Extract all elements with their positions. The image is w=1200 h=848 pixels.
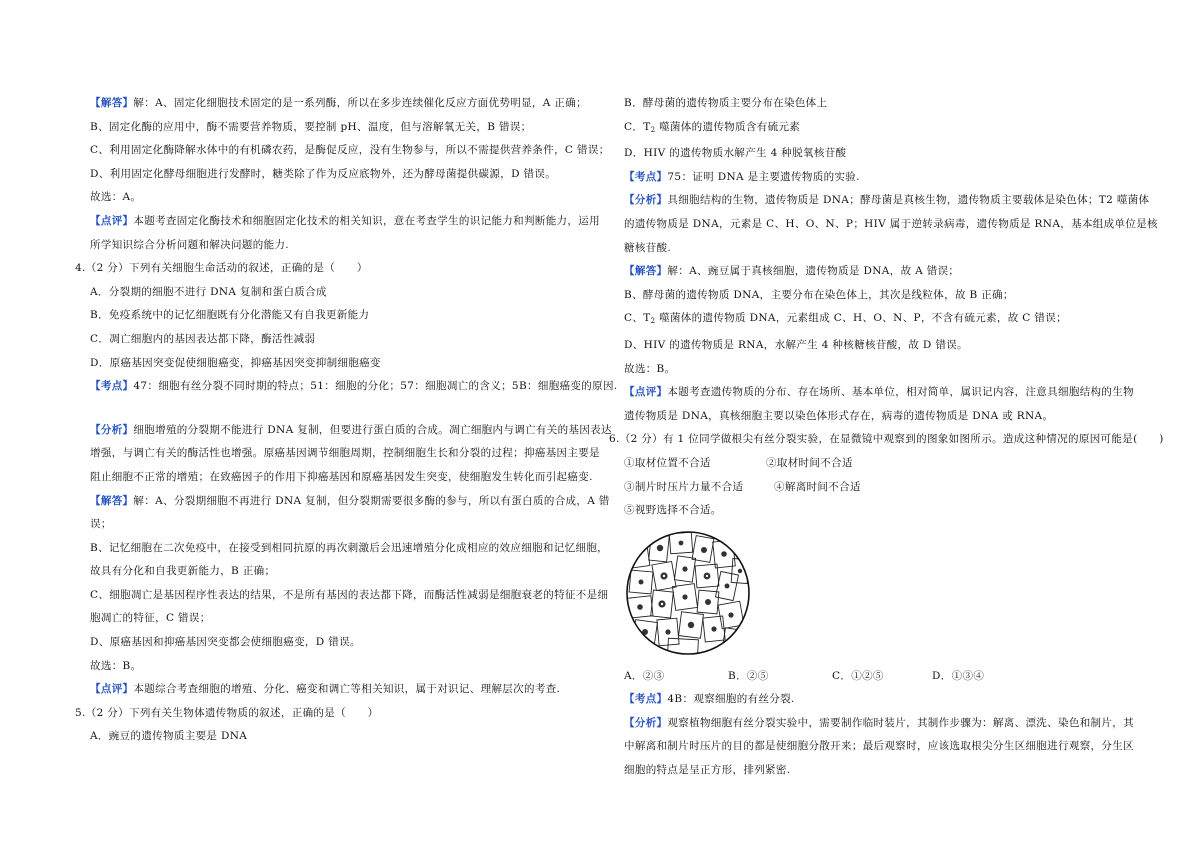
q6-reasons-row-2 <box>624 476 1130 500</box>
q5-answer-d: D、HIV 的遗传物质是 RNA，水解产生 4 种核糖核苷酸，故 D 错误。 <box>624 338 968 351</box>
q5-option-b: B．酵母菌的遗传物质主要分布在染色体上 <box>624 97 828 109</box>
q3-comment: 【点评】本题考查固定化酶技术和细胞固定化技术的相关知识，意在考查学生的识记能力和判断能力，运用 <box>90 214 600 227</box>
q5-analysis: 【分析】具细胞结构的生物，遗传物质是 DNA；酵母菌是真核生物，遗传物质主要载体是染色体；T2 噬菌体 <box>624 194 1150 207</box>
q5-keypoint: 【考点】75：证明 DNA 是主要遗传物质的实验. <box>624 170 860 183</box>
q4-answer-d: D、原癌基因和抑癌基因突变都会使细胞癌变，D 错误。 <box>90 636 361 649</box>
reason-1: ①取材位置不合适 <box>624 456 711 469</box>
q3-answer-c: C、利用固定化酶降解水体中的有机磷农药，是酶促反应，没有生物参与，所以不需提供营养条件，C 错误； <box>90 144 610 157</box>
q4-analysis-cont-2: 阻止细胞不正常的增殖；在致癌因子的作用下抑癌基因和原癌基因发生突变，使细胞发生转化而引起癌变. <box>90 470 593 483</box>
answer-tag: 【解答】 <box>624 265 668 278</box>
q6-options <box>624 665 1130 689</box>
q5-answer-c: C、$T_2$ 噬菌体的遗传物质 DNA，元素组成 C、H、O、N、P，不含有硫元素，故 C 错误； <box>624 312 1067 326</box>
q5-comment: 【点评】本题考查遗传物质的分布、存在场所、基本单位，相对简单，属识记内容，注意具细胞结构的生物 <box>624 386 1134 399</box>
q6-analysis-cont-1: 中解离和制片时压片的目的都是使细胞分散开来；最后观察时，应该选取根尖分生区细胞进行观察，分生区 <box>624 740 1134 753</box>
q3-answer-d: D、利用固定化酵母细胞进行发酵时，糖类除了作为反应底物外，还为酵母菌提供碳源，D 错误。 <box>90 167 557 180</box>
keypoint-tag: 【考点】 <box>624 170 668 183</box>
spacer <box>90 399 590 419</box>
q5-option-a: A．豌豆的遗传物质主要是 DNA <box>90 730 248 743</box>
keypoint-tag: 【考点】 <box>624 693 668 706</box>
q6-analysis-cont-2: 细胞的特点是呈正方形，排列紧密. <box>624 764 791 777</box>
left-column <box>75 92 618 749</box>
q4-answer: 【解答】解：A、分裂期细胞不再进行 DNA 复制，但分裂期需要很多酶的参与，所以有蛋白质的合成，A 错 <box>90 494 610 507</box>
comment-tag: 【点评】 <box>624 386 668 399</box>
q6-option-c: C．①②⑤ <box>832 669 884 682</box>
answer-tag: 【解答】 <box>90 494 134 507</box>
q6-keypoint: 【考点】4B：观察细胞的有丝分裂. <box>624 693 795 706</box>
q6-option-d: D．①③④ <box>932 669 985 682</box>
q5-answer: 【解答】解：A、豌豆属于真核细胞，遗传物质是 DNA，故 A 错误； <box>624 265 960 278</box>
q4-answer-c-cont: 胞凋亡的特征，C 错误； <box>90 612 211 625</box>
q4-option-b: B．免疫系统中的记忆细胞既有分化潜能又有自我更新能力 <box>90 309 370 322</box>
analysis-tag: 【分析】 <box>624 194 668 207</box>
comment-tag: 【点评】 <box>90 683 134 696</box>
q5-option-d: D．HIV 的遗传物质水解产生 4 种脱氧核苷酸 <box>624 147 847 160</box>
q5-choice: 故选：B。 <box>624 362 676 375</box>
right-column <box>609 92 1164 783</box>
q5-comment-cont: 遗传物质是 DNA，真核细胞主要以染色体形式存在，病毒的遗传物质是 DNA 或 RNA。 <box>624 409 1054 422</box>
question-4-stem: 4.（2 分）下列有关细胞生命活动的叙述，正确的是（ ） <box>75 262 368 275</box>
q3-comment-cont: 所学知识综合分析问题和解决问题的能力. <box>90 238 289 251</box>
question-5-stem: 5.（2 分）下列有关生物体遗传物质的叙述，正确的是（ ） <box>75 706 379 719</box>
q6-option-a: A．②③ <box>624 669 665 682</box>
q4-comment: 【点评】本题综合考查细胞的增殖、分化、癌变和调亡等相关知识，属于对识记、理解层次的考查. <box>90 683 561 696</box>
q6-option-b: B．②⑤ <box>728 669 769 682</box>
q3-choice: 故选：A。 <box>90 191 142 204</box>
q4-option-c: C．凋亡细胞内的基因表达都下降，酶活性减弱 <box>90 332 316 345</box>
q4-answer-cont: 误； <box>90 518 112 531</box>
q4-choice: 故选：B。 <box>90 659 142 672</box>
q5-analysis-cont-2: 糖核苷酸. <box>624 241 672 254</box>
q5-analysis-cont-1: 的遗传物质是 DNA，元素是 C、H、O、N、P；HIV 属于逆转录病毒，遗传物质是 RNA，基本组成单位是核 <box>624 217 1158 230</box>
q4-answer-b-cont: 故具有分化和自我更新能力，B 正确； <box>90 565 276 578</box>
q4-keypoint: 【考点】47：细胞有丝分裂不同时期的特点；51：细胞的分化；57：细胞凋亡的含义；5B：细胞癌变的原因. <box>90 380 618 393</box>
answer-tag: 【解答】 <box>90 97 134 109</box>
analysis-tag: 【分析】 <box>624 716 668 729</box>
reason-3: ③制片时压片力量不合适 <box>624 480 744 493</box>
q6-analysis: 【分析】观察植物细胞有丝分裂实验中，需要制作临时装片，其制作步骤为：解离、漂洗、染色和制片，其 <box>624 716 1134 729</box>
analysis-tag: 【分析】 <box>90 423 134 436</box>
q4-analysis-cont-1: 增强，与调亡有关的酶活性也增强。原癌基因调节细胞周期，控制细胞生长和分裂的过程；抑癌基因主要是 <box>90 447 600 460</box>
reason-5: ⑤视野选择不合适。 <box>624 504 722 517</box>
q5-answer-b: B、酵母菌的遗传物质 DNA，主要分布在染色体上，其次是线粒体，故 B 正确； <box>624 288 1014 301</box>
question-6-stem: 6.（2 分）有 1 位同学做根尖有丝分裂实验，在显微镜中观察到的图象如图所示。造成这种情况的原因可能是( ) <box>609 433 1164 446</box>
reason-2: ②取材时间不合适 <box>766 456 853 469</box>
q3-answer-line: 【解答】解：A、固定化细胞技术固定的是一系列酶，所以在多步连续催化反应方面优势明显，A 正确； <box>90 97 587 109</box>
q4-option-d: D．原癌基因突变促使细胞癌变，抑癌基因突变抑制细胞癌变 <box>90 356 381 369</box>
q4-answer-c: C、细胞凋亡是基因程序性表达的结果，不是所有基因的表达都下降，而酶活性减弱是细胞衰老的特征不是细 <box>90 588 609 601</box>
reason-4: ④解离时间不合适 <box>774 480 861 493</box>
q3-answer-b: B、固定化酶的应用中，酶不需要营养物质，要控制 pH、温度，但与溶解氧无关，B 错误； <box>90 120 532 133</box>
microscope-view-figure <box>624 529 752 657</box>
q4-analysis: 【分析】细胞增殖的分裂期不能进行 DNA 复制，但要进行蛋白质的合成。凋亡细胞内与调亡有关的基因表达 <box>90 423 612 436</box>
q4-option-a: A．分裂期的细胞不进行 DNA 复制和蛋白质合成 <box>90 285 327 298</box>
q6-reasons-row-1 <box>624 452 1130 476</box>
comment-tag: 【点评】 <box>90 214 134 227</box>
keypoint-tag: 【考点】 <box>90 380 134 393</box>
q4-answer-b: B、记忆细胞在二次免疫中，在接受到相同抗原的再次刺激后会迅速增殖分化成相应的效应细胞和记忆细胞， <box>90 541 609 554</box>
q5-option-c: C．$T_2$ 噬菌体的遗传物质含有硫元素 <box>624 120 801 134</box>
